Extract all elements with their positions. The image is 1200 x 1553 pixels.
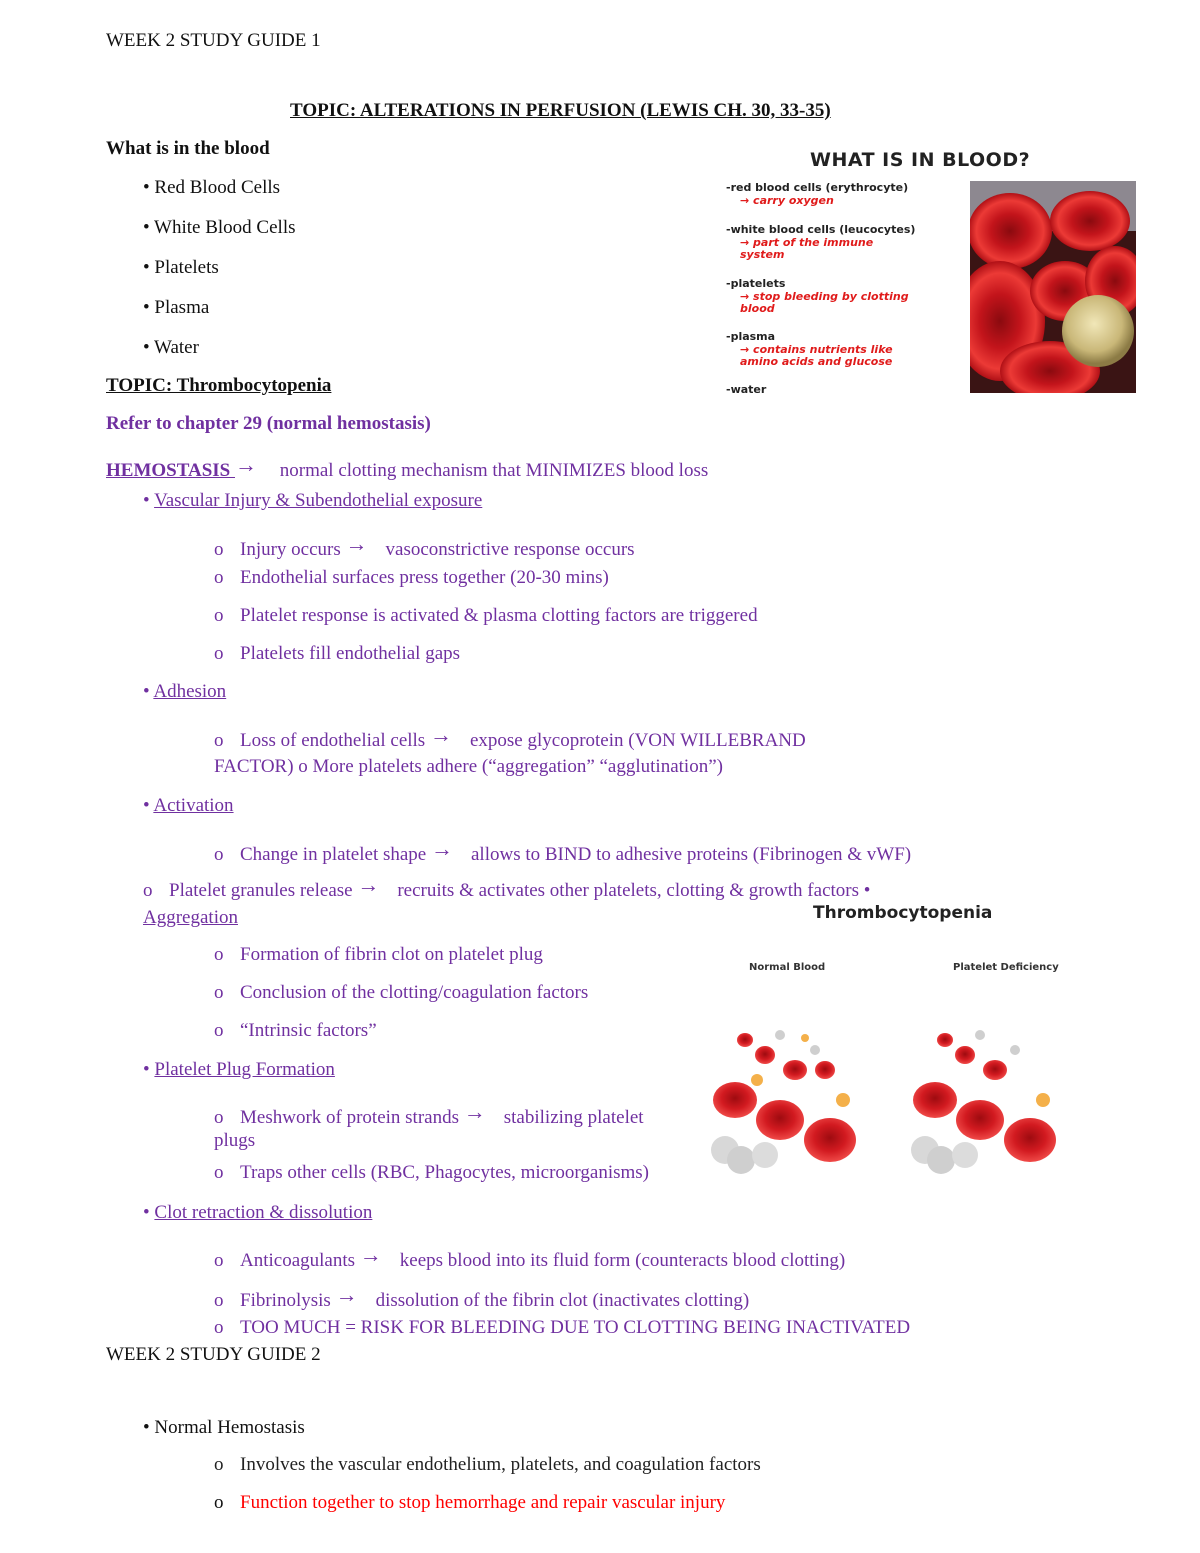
list-item: [214, 1242, 846, 1272]
thrombo-left-caption: Normal Blood: [749, 962, 826, 973]
bullet: o: [214, 1107, 224, 1128]
list-item-text: stabilizing platelet: [503, 1107, 644, 1128]
list-item-text: Platelets fill endothelial gaps: [240, 643, 461, 664]
blood-figure-sub: → contains nutrients like amino acids and glucose: [740, 343, 893, 368]
list-item-text: Meshwork of protein strands: [240, 1107, 459, 1128]
clot-heading: [143, 1202, 372, 1224]
blood-figure-title: WHAT IS IN BLOOD?: [810, 149, 1031, 171]
list-item: [214, 605, 758, 627]
bullet: o: [214, 567, 224, 588]
list-item-text: Involves the vascular endothelium, platelets, and coagulation factors: [240, 1454, 761, 1475]
thrombo-figure-title: Thrombocytopenia: [813, 903, 993, 923]
list-item: [143, 872, 871, 902]
list-item-text: Platelet response is activated & plasma clotting factors are triggered: [240, 605, 758, 626]
thrombocytopenia-figure: [705, 900, 1105, 1180]
blood-figure-sub: → part of the immune system: [740, 236, 874, 261]
bullet: •: [143, 681, 150, 702]
blood-figure-label: -white blood cells (leucocytes): [726, 223, 916, 236]
list-item-text: Function together to stop hemorrhage and repair vascular injury: [240, 1492, 726, 1513]
arrow-icon: →: [235, 452, 257, 477]
bullet: o: [214, 1250, 224, 1271]
blood-figure-sub: → carry oxygen: [740, 194, 834, 207]
bullet: o: [214, 1317, 224, 1338]
thrombo-topic: TOPIC: Thrombocytopenia: [106, 375, 332, 396]
plug-heading-text: Platelet Plug Formation: [154, 1059, 335, 1080]
blood-heading: What is in the blood: [106, 138, 270, 159]
bullet: o: [214, 1020, 224, 1041]
list-item-text: expose glycoprotein (VON WILLEBRAND: [469, 730, 806, 751]
bullet: o: [214, 730, 224, 751]
list-item-text: Platelet granules release: [169, 880, 353, 901]
blood-figure-label: -water: [726, 383, 767, 396]
normal-heading: • Normal Hemostasis: [143, 1417, 305, 1438]
blood-figure-label: -plasma: [726, 330, 776, 343]
arrow-icon: →: [357, 872, 380, 897]
list-item: [214, 1492, 725, 1514]
blood-figure: [720, 145, 1140, 400]
list-item-text: Traps other cells (RBC, Phagocytes, microorganisms): [240, 1162, 649, 1183]
page-header-2: WEEK 2 STUDY GUIDE 2: [106, 1344, 321, 1365]
list-item: [214, 1454, 761, 1476]
blood-item: • Plasma: [143, 297, 210, 318]
list-item-text: Conclusion of the clotting/coagulation factors: [240, 982, 589, 1003]
aggregation-heading: Aggregation: [143, 907, 238, 928]
bullet: o: [214, 982, 224, 1003]
list-item-text: dissolution of the fibrin clot (inactivates clotting): [375, 1290, 750, 1311]
bullet: o: [214, 1290, 224, 1311]
page-title: TOPIC: ALTERATIONS IN PERFUSION (LEWIS CH. 30, 33-35): [290, 100, 831, 121]
list-item: [214, 722, 806, 752]
arrow-icon: →: [335, 1282, 358, 1307]
list-item-text: Injury occurs: [240, 539, 341, 560]
hemostasis-line: [106, 452, 709, 482]
list-item-text: recruits & activates other platelets, clotting & growth factors •: [397, 880, 871, 901]
list-item: [214, 567, 609, 589]
list-item-text: vasoconstrictive response occurs: [385, 539, 635, 560]
blood-item: • Platelets: [143, 257, 219, 278]
list-item: [214, 531, 635, 561]
arrow-icon: →: [345, 531, 368, 556]
list-item: [214, 1020, 377, 1042]
list-item-text: Endothelial surfaces press together (20-30 mins): [240, 567, 609, 588]
adhesion-heading-text: Adhesion: [153, 681, 227, 702]
list-item-text: TOO MUCH = RISK FOR BLEEDING DUE TO CLOTTING BEING INACTIVATED: [240, 1317, 911, 1338]
blood-item: • White Blood Cells: [143, 217, 296, 238]
blood-item: • Water: [143, 337, 199, 358]
blood-figure-sub: → stop bleeding by clotting blood: [740, 290, 909, 315]
page-header-1: WEEK 2 STUDY GUIDE 1: [106, 30, 321, 51]
bullet: o: [214, 1162, 224, 1183]
bullet: •: [143, 1202, 150, 1223]
list-item-text: Fibrinolysis: [240, 1290, 331, 1311]
list-item: [214, 1099, 644, 1129]
bullet: •: [143, 1059, 150, 1080]
list-item: [214, 1162, 649, 1184]
list-item-text: “Intrinsic factors”: [240, 1020, 377, 1041]
arrow-icon: →: [359, 1242, 382, 1267]
arrow-icon: →: [463, 1099, 486, 1124]
plug-heading: [143, 1059, 335, 1081]
blood-item: • Red Blood Cells: [143, 177, 281, 198]
list-item-text: allows to BIND to adhesive proteins (Fibrinogen & vWF): [471, 844, 912, 865]
thrombo-illustration: [705, 1010, 1105, 1180]
bullet: •: [143, 490, 150, 511]
list-item-text: keeps blood into its fluid form (counteracts blood clotting): [399, 1250, 846, 1271]
bullet: o: [214, 1492, 224, 1513]
list-item: [214, 1317, 910, 1339]
list-item: [214, 1282, 750, 1312]
hemostasis-desc: normal clotting mechanism that MINIMIZES blood loss: [279, 460, 709, 481]
vascular-heading: [143, 490, 482, 512]
list-item-text: Formation of fibrin clot on platelet plug: [240, 944, 543, 965]
list-item-text: FACTOR) o More platelets adhere (“aggregation” “agglutination”): [214, 756, 723, 777]
list-item-text: Change in platelet shape: [240, 844, 427, 865]
list-item: [214, 643, 460, 665]
activation-heading-text: Activation: [153, 795, 234, 816]
hemostasis-label: HEMOSTASIS: [106, 460, 235, 481]
blood-figure-label: -platelets: [726, 277, 786, 290]
clot-heading-text: Clot retraction & dissolution: [154, 1202, 373, 1223]
blood-figure-label: -red blood cells (erythrocyte): [726, 181, 909, 194]
list-item-text: plugs: [214, 1130, 256, 1151]
list-item: [214, 982, 588, 1004]
thrombo-right-caption: Platelet Deficiency: [953, 962, 1059, 973]
list-item: [214, 944, 543, 966]
list-item: [214, 836, 912, 866]
activation-heading: [143, 795, 234, 817]
bullet: o: [143, 880, 153, 901]
bullet: o: [214, 605, 224, 626]
bullet: o: [214, 539, 224, 560]
bullet: o: [214, 944, 224, 965]
bullet: o: [214, 643, 224, 664]
refer-line: Refer to chapter 29 (normal hemostasis): [106, 413, 431, 434]
vascular-heading-text: Vascular Injury & Subendothelial exposure: [154, 490, 483, 511]
bullet: o: [214, 844, 224, 865]
bullet: o: [214, 1454, 224, 1475]
blood-cells-photo: [970, 181, 1136, 393]
bullet: •: [143, 795, 150, 816]
list-item-text: Anticoagulants: [240, 1250, 356, 1271]
arrow-icon: →: [431, 836, 453, 861]
arrow-icon: →: [429, 722, 452, 747]
adhesion-heading: [143, 681, 226, 703]
list-item-text: Loss of endothelial cells: [240, 730, 426, 751]
